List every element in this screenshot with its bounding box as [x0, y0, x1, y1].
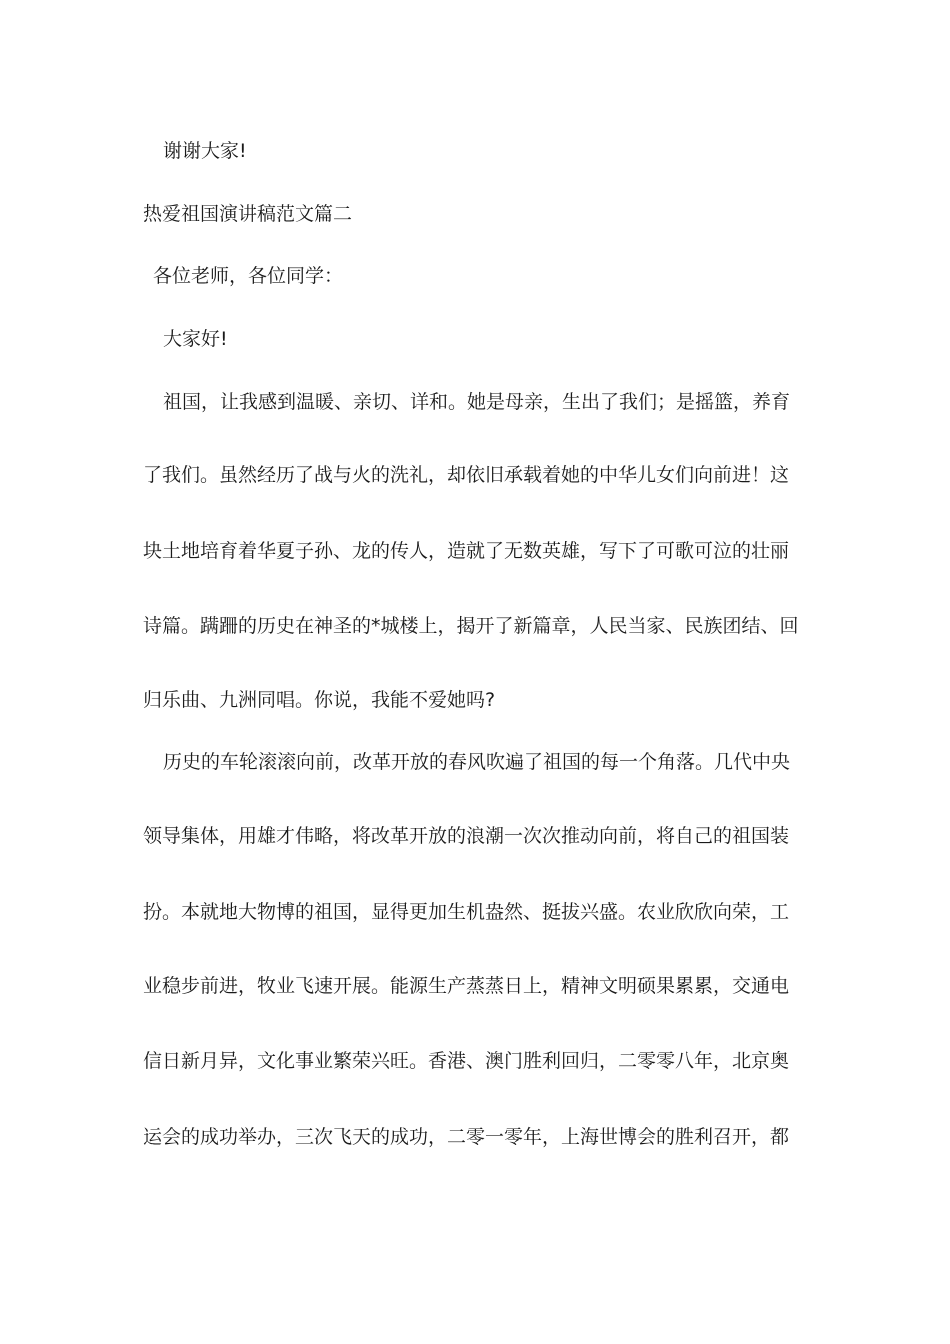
paragraph1-line: 了我们。虽然经历了战与火的洗礼，却依旧承载着她的中华儿女们向前进！这	[143, 464, 790, 486]
paragraph2-line: 历史的车轮滚滚向前，改革开放的春风吹遍了祖国的每一个角落。几代中央	[163, 751, 791, 773]
paragraph1-line: 归乐曲、九洲同唱。你说，我能不爱她吗?	[143, 689, 496, 711]
paragraph2-line: 领导集体，用雄才伟略，将改革开放的浪潮一次次推动向前，将自己的祖国装	[143, 825, 790, 847]
paragraph2-line: 扮。本就地大物博的祖国，显得更加生机盎然、挺拔兴盛。农业欣欣向荣，工	[143, 901, 790, 923]
greeting-line: 大家好!	[163, 328, 228, 350]
closing-line: 谢谢大家!	[163, 140, 247, 162]
paragraph2-line: 运会的成功举办，三次飞天的成功，二零一零年，上海世博会的胜利召开，都	[143, 1126, 790, 1148]
paragraph1-line: 祖国，让我感到温暖、亲切、详和。她是母亲，生出了我们；是摇篮，养育	[163, 391, 791, 413]
paragraph2-line: 业稳步前进，牧业飞速开展。能源生产蒸蒸日上，精神文明硕果累累，交通电	[143, 975, 790, 997]
paragraph1-line: 诗篇。蹒跚的历史在神圣的*城楼上，揭开了新篇章，人民当家、民族团结、回	[143, 615, 799, 637]
salutation-line: 各位老师，各位同学：	[153, 265, 344, 287]
paragraph1-line: 块土地培育着华夏子孙、龙的传人，造就了无数英雄，写下了可歌可泣的壮丽	[143, 540, 790, 562]
section-title: 热爱祖国演讲稿范文篇二	[143, 203, 353, 225]
paragraph2-line: 信日新月异，文化事业繁荣兴旺。香港、澳门胜利回归，二零零八年，北京奥	[143, 1050, 790, 1072]
